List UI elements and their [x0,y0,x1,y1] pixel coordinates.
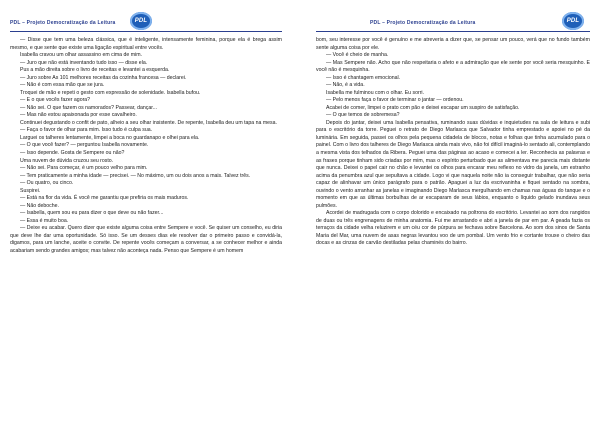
paragraph: — Essa é muito boa. [20,217,69,224]
pdl-logo-icon: PDL [562,12,584,30]
paragraph: — Tem praticamente a minha idade — precisei. — No máximo, um ou dois anos a mais. Talvez três. [20,172,251,179]
header-divider [10,31,282,32]
paragraph: — Juro que não está inventando tudo isso — disse ela. [20,59,148,66]
paragraph: Acabei de comer, limpei o prato com pão e deixei escapar um suspiro de satisfação. [326,104,520,111]
paragraph: — Não, é a vida. [326,82,365,89]
paragraph: Larguei os talheres lentamente, limpei a boca no guardanapo e olhei para ela. [20,134,200,141]
left-page-text [10,37,282,255]
right-page [300,0,600,424]
paragraph: — Disse que tem uma beleza clássica, que é inteligente, intensamente feminina, porque ela é brega assim mesmo, e que sente que existe uma ligação espiritual entre vocês. [10,37,282,51]
right-page-text [316,37,590,248]
paragraph: — Juro sobre As 101 melhores receitas da cozinha francesa — declarei. [20,74,187,81]
paragraph: Uma nuvem de dúvida cruzou seu rosto. [20,157,114,164]
paragraph: — O que temos de sobremesa? [326,112,400,119]
paragraph: Isabella me fulminou com o olhar. Eu sorri. [326,89,425,96]
paragraph: — Você é cheio de manha. [326,52,389,59]
header-title-right: PDL – Projeto Democratização da Leitura [370,20,476,26]
paragraph: — Ou quatro, ou cinco. [20,180,74,187]
paragraph: Troquei de mão e repeti o gesto com expressão de solenidade. Isabella bufou. [20,89,201,96]
paragraph: — Isso depende. Gosta de Sempere ou não? [20,149,125,156]
paragraph: — Mas não estou apaixonada por esse cavalheiro. [20,112,137,119]
header-title-left: PDL – Projeto Democratização da Leitura [10,20,116,26]
paragraph: Suspirei. [20,187,41,194]
paragraph: — O que você fazer? — perguntou Isabella novamente. [20,142,149,149]
paragraph: — Não deboche. [20,202,59,209]
paragraph: — Deixe eu acabar. Quero dizer que existe alguma coisa entre Sempere e você. Se quiser um conselho, eu diria que deve lhe dar uma oportunidade. Só isso. Se um desses dias ele resolver dar o primeiro passo e convidá-la, digamos, para um lanche, aceite o convite. De repente vocês começam a conversar, a se conhecer melhor e ainda acabariam sendo grandes amigos; mas talvez não aconteça nada. Penso que Sempere é um homem [10,225,282,254]
paragraph: Depois do jantar, deixei uma Isabella pensativa, ruminando suas dúvidas e inquietudes na sala de leitura e subi para o escritório da torre. Peguei o retrato de Diego Marlasca que Salvador tinha emprestado e apoiei no pé da luminária. Em seguida, passei os olhos pela pequena cidadela de blocos, notas e folhas que tinha acumulado para o painel. Com o livro dos talheres de Diego Marlasca ainda mais vivo, não foi difícil imaginá-lo sentado ali, contemplando a mesma vista dos telhados da Ribera. Peguei uma das páginas ao acaso e comecei a ler. Reconhecia as palavras e as frases porque tinham sido criadas por mim, mas o espírito perturbado que as alimentava me parecia mais distante que nunca. Deixei o papel cair no chão e levantei os olhos para encarar meu reflexo no vidro da janela, um estranho acima da penumbra azul que sepultava a cidade. Logo vi que naquela noite não ia conseguir trabalhar, que não seria capaz de alinhavar um único parágrafo para o patrão. Apaguei a luz da escrivaninha e fiquei sentado na sombra, ouvindo o vento arranhar as janelas e imaginando Diego Marlasca mergulhando em chamas nas águas do tanque e o momento em que as últimas borbulhas de ar escaparam de seus lábios, enquanto o líquido gelado inundava seus pulmões. [316,119,590,209]
pdl-logo-icon: PDL [130,12,152,30]
paragraph: Pus a mão direita sobre o livro de receitas e levantei a esquerda. [20,67,170,74]
paragraph: Acordei de madrugada com o corpo dolorido e encaixado na poltrona do escritório. Levantei ao som dos rangidos de duas ou três engrenagens de minha anatomia. Fui me arrastando e abri a janela de par em par. A geada fazia os terraços da cidade velha reluzirem e um céu cor de púrpura se fechava sobre Barcelona. Ao som dos sinos de Santa Maria del Mar, uma nuvem de asas negras levantou voo de um pombal. Um vento frio e cortante trouxe o cheiro das docas e as cinzas de carvão destiladas pelas chaminés do bairro. [316,210,590,247]
paragraph: — Pelo menos faça o favor de terminar o jantar — ordenou. [326,97,464,104]
paragraph: — Isabella, quem sou eu para dizer o que deve ou não fazer... [20,210,164,217]
paragraph: — Está na flor da vida. É você me garantiu que prefiria os mais maduros. [20,195,189,202]
paragraph: — E o que vocês fazer agora? [20,97,91,104]
header-divider [316,31,590,32]
paragraph: Continuei degustando o confit de pato, alheio a seu olhar insistente. De repente, Isabella deu um tapa na mesa. [20,119,277,126]
paragraph: — Não sei. Para começar, é um pouco velho para mim. [20,165,148,172]
page-header-right [316,12,590,32]
paragraph: — Não sei. O que fazem os namorados? Passear, dançar... [20,104,157,111]
paragraph: — Não é com essa mão que se jura. [20,82,105,89]
paragraph: — Faça o favor de olhar para mim. Isso tudo é culpa sua. [20,127,153,134]
paragraph: bom, seu interesse por você é genuíno e me atreveria a dizer que, se pensar um pouco, verá que no fundo também sente alguma coisa por ele. [316,37,590,51]
page-header-left [10,12,282,32]
paragraph: — Isso é chantagem emocional. [326,74,401,81]
paragraph: Isabella cravou um olhar assassino em cima de mim. [20,52,142,59]
paragraph: — Mas Sempere não. Acho que não respeitaria o afeto e a admiração que ele sente por você seria mesquinho. E você não é mesquinha. [316,59,590,74]
